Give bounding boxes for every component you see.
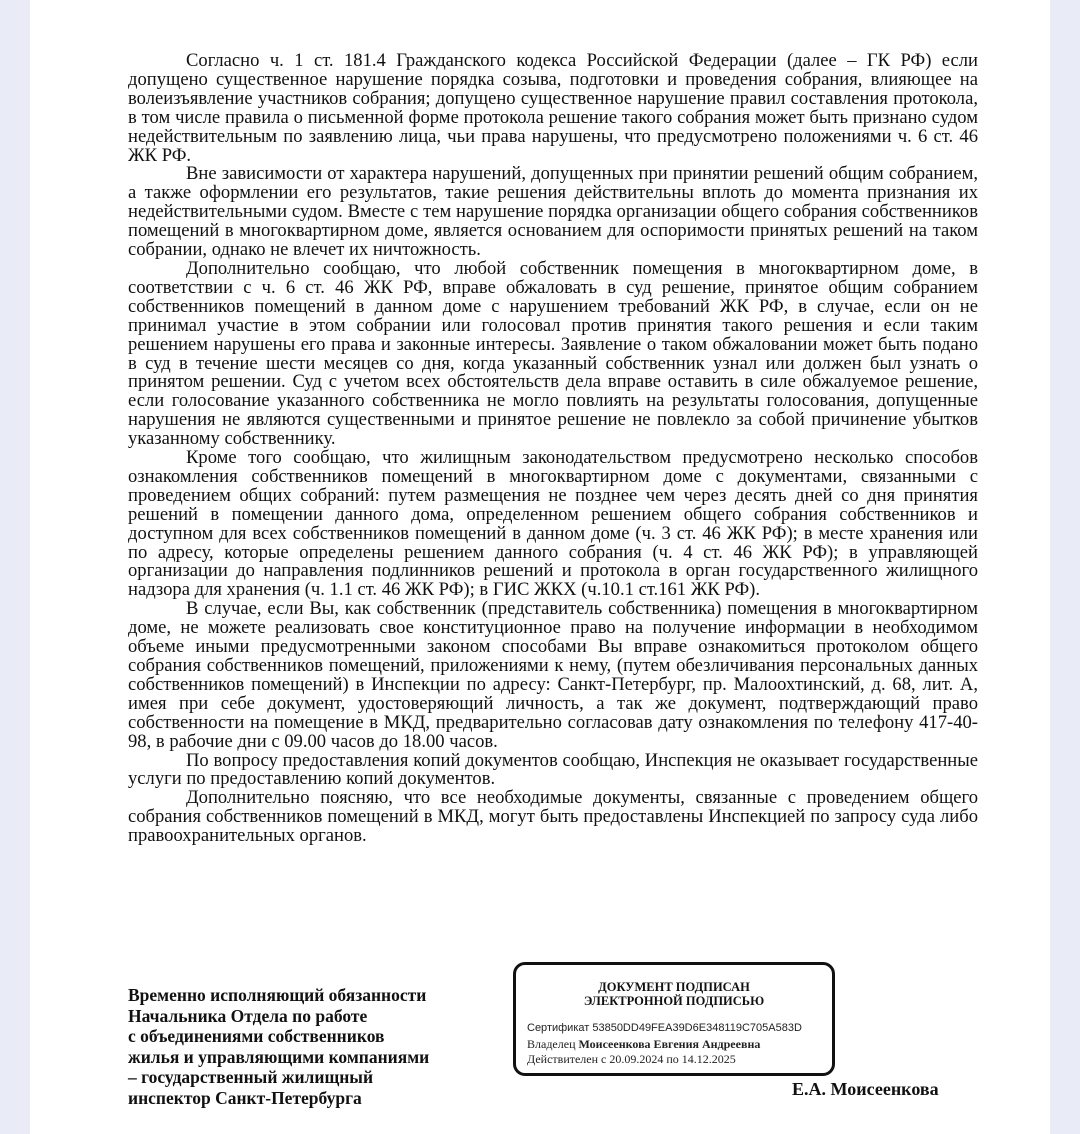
electronic-signature-stamp xyxy=(513,962,835,1076)
stamp-owner-label: Владелец xyxy=(527,1037,579,1051)
stamp-certificate xyxy=(527,1021,802,1035)
signer-title-line: жилья и управляющими компаниями xyxy=(128,1046,430,1067)
stamp-validity: Действителен с 20.09.2024 по 14.12.2025 xyxy=(527,1052,736,1066)
stamp-title-line: ДОКУМЕНТ ПОДПИСАН xyxy=(598,980,750,994)
signer-title-line: инспектор Санкт-Петербурга xyxy=(128,1087,362,1108)
paragraph-1: Согласно ч. 1 ст. 181.4 Гражданского кодекса Российской Федерации (далее – ГК РФ) если допущено существенное нарушение порядка созыва, подготовки и проведения собрания, влияющее на волеизъявление участников собрания; допущено существенное нарушение правил составления протокола, в том числе правила о письменной форме протокола решение такого собрания может быть признано судом недействительным по заявлению лица, чьи права нарушены, что предусмотрено положениями ч. 6 ст. 46 ЖК РФ. xyxy=(128,50,978,166)
paragraph-2: Вне зависимости от характера нарушений, допущенных при принятии решений общим собранием, а также оформлении его результатов, такие решения действительны вплоть до момента признания их недействительными судом. Вместе с тем нарушение порядка организации общего собрания собственников помещений в многоквартирном доме, является основанием для оспоримости принятых решений на таком собрании, однако не влечет их ничтожность. xyxy=(128,163,978,261)
signer-title-line: с объединениями собственников xyxy=(128,1026,385,1046)
stamp-owner xyxy=(527,1037,760,1051)
stamp-cert-label: Сертификат xyxy=(527,1022,593,1034)
paragraph-5: В случае, если Вы, как собственник (представитель собственника) помещения в многоквартирном доме, не можете реализовать свое конституционное право на получение информации в необходимом объеме иными предусмотренными законом способами Вы вправе ознакомиться протоколом общего собрания собственников помещений, приложениями к нему, (путем обезличивания персональных данных собственников помещений) в Инспекции по адресу: Санкт-Петербург, пр. Малоохтинский, д. 68, лит. А, имея при себе документ, удостоверяющий личность, а так же документ, подтверждающий право собственности на помещение в МКД, предварительно согласовав дату ознакомления по телефону 417-40-98, в рабочие дни с 09.00 часов до 18.00 часов. xyxy=(128,598,978,752)
paragraph-4: Кроме того сообщаю, что жилищным законодательством предусмотрено несколько способов ознакомления собственников помещений в многоквартирном доме с документами, связанными с проведением общих собраний: путем размещения не позднее чем через десять дней со дня принятия решений в помещении данного дома, определенном решением общего собрания собственников и доступном для всех собственников помещений в данном доме (ч. 3 ст. 46 ЖК РФ); в месте хранения или по адресу, которые определены решением данного собрания (ч. 4 ст. 46 ЖК РФ); в управляющей организации до направления подлинников решений и протокола в орган государственного жилищного надзора для хранения (ч. 1.1 ст. 46 ЖК РФ); в ГИС ЖКХ (ч.10.1 ст.161 ЖК РФ). xyxy=(128,447,978,601)
stamp-title xyxy=(516,980,832,1008)
document-page xyxy=(30,0,1050,1134)
signer-name: Е.А. Моисеенкова xyxy=(792,1079,939,1099)
signer-title-line: Временно исполняющий обязанности xyxy=(128,985,427,1005)
paragraph-6: По вопросу предоставления копий документов сообщаю, Инспекция не оказывает государственные услуги по предоставлению копий документов. xyxy=(128,749,978,790)
signer-title-line: Начальника Отдела по работе xyxy=(128,1005,368,1026)
signer-title xyxy=(128,985,498,1108)
letter-body xyxy=(128,52,978,846)
signer-title-line: – государственный жилищный xyxy=(128,1067,374,1087)
paragraph-7: Дополнительно поясняю, что все необходимые документы, связанные с проведением общего собрания собственников помещений в МКД, могут быть предоставлены Инспекцией по запросу суда либо правоохранительных органов. xyxy=(128,787,978,847)
stamp-title-line: ЭЛЕКТРОННОЙ ПОДПИСЬЮ xyxy=(583,994,765,1008)
stamp-owner-value: Моисеенкова Евгения Андреевна xyxy=(578,1037,761,1051)
stamp-cert-value: 53850DD49FEA39D6E348119C705A583D xyxy=(592,1022,802,1034)
paragraph-3: Дополнительно сообщаю, что любой собственник помещения в многоквартирном доме, в соответствии с ч. 6 ст. 46 ЖК РФ, вправе обжаловать в суд решение, принятое общим собранием собственников помещений в данном доме с нарушением требований ЖК РФ, в случае, если он не принимал участие в этом собрании или голосовал против принятия такого решения и если таким решением нарушены его права и законные интересы. Заявление о таком обжаловании может быть подано в суд в течение шести месяцев со дня, когда указанный собственник узнал или должен был узнать о принятом решении. Суд с учетом всех обстоятельств дела вправе оставить в силе обжалуемое решение, если голосование указанного собственника не могло повлиять на результаты голосования, допущенные нарушения не являются существенными и принятое решение не повлекло за собой причинение убытков указанному собственнику. xyxy=(128,257,978,450)
